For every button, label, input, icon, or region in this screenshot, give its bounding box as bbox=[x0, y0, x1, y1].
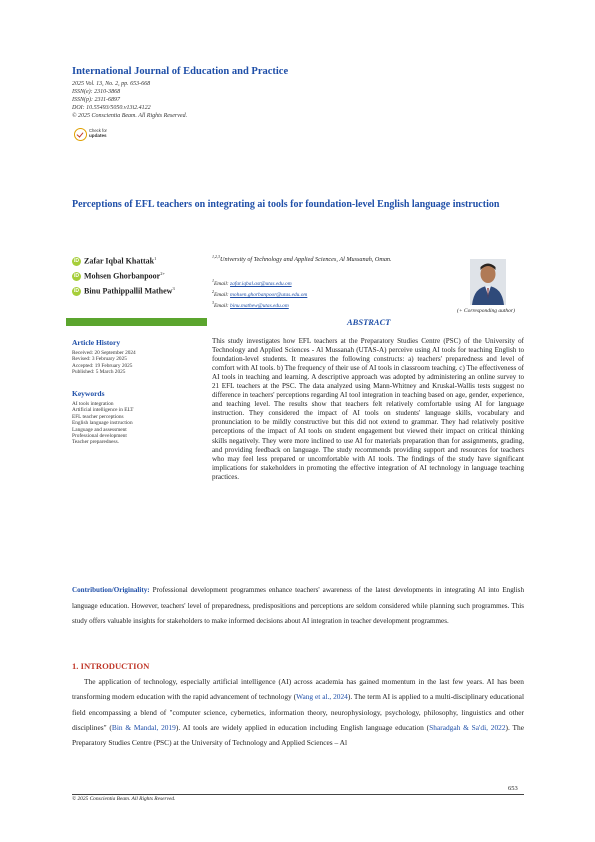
history-revised: Revised: 3 February 2025 bbox=[72, 356, 127, 363]
author-2: iD Mohsen Ghorbanpoor$^{2+}$ bbox=[74, 271, 166, 281]
email-link[interactable]: binu.mathew@utas.edu.om bbox=[230, 302, 289, 309]
history-received: Received: 20 September 2024 bbox=[72, 350, 136, 356]
contribution-paragraph bbox=[72, 583, 524, 630]
badge-line2: updates bbox=[89, 133, 107, 138]
contribution-label: Contribution/Originality: bbox=[72, 586, 150, 594]
journal-copyright: © 2025 Conscientia Beam. All Rights Reserved. bbox=[72, 113, 188, 119]
journal-title: International Journal of Education and Practice bbox=[72, 66, 289, 77]
keyword-item: EFL teacher perceptions bbox=[72, 413, 124, 420]
keywords-heading: Keywords bbox=[72, 389, 105, 398]
abstract-body: This study investigates how EFL teachers at the Preparatory Studies Centre (PSC) of the University of Technology and Applied Sciences - Al Mussanah (UTAS-A) perceive using AI tools for teaching English to foundation-level students. It measures the following constructs: a) teachers' preparedness and level of comfort with AI tools. b) The frequency of their use of AI tools in classroom teaching. c) The effectiveness of AI tools in teaching and learning. A descriptive approach was adopted by administering an online survey to 21 EFL teachers at the PSC. The data analyzed using Mann-Whitney and Kruskal-Wallis tests suggest no difference in teachers' perceptions regarding AI tool integration in teaching based on age, gender, experience, and teaching level. The results show that teachers felt relatively comfortable using AI for language instruction. They considered the impact of AI tools on students' language skills, vocabulary and pronunciation to be mildly constructive but this did not extend to grammar. They had relatively positive perceptions of the impact of AI tools on student engagement but viewed their impact on critical thinking skills negatively. They were more inclined to use AI for materials preparation than for assignments, grading, and providing feedback on language. The study recommends providing support and resources for teachers who may feel less prepared or uncomfortable with AI tools. The findings of the study have significant implications for stakeholders in promoting the effective integration of AI technology in language teaching practices. bbox=[212, 337, 524, 481]
affiliation: $^{1,2,3}$University of Technology and Applied Sciences, Al Mussanah, Oman. bbox=[212, 254, 392, 264]
introduction-heading: 1. INTRODUCTION bbox=[72, 661, 150, 671]
email-link[interactable]: mohsen.ghorbanpoor@utas.edu.om bbox=[230, 291, 308, 298]
citation-link[interactable]: Sharadgah & Sa'di, 2022 bbox=[429, 722, 506, 732]
keyword-item: English language instruction bbox=[72, 420, 133, 427]
check-for-updates-badge[interactable] bbox=[74, 128, 114, 144]
check-for-updates-icon bbox=[74, 128, 87, 141]
paper-title: Perceptions of EFL teachers on integrating ai tools for foundation-level English language instruction bbox=[72, 199, 500, 210]
author-3: iD Binu Pathippallil Mathew$^3$ bbox=[74, 286, 175, 296]
journal-issn-p: ISSN(p): 2311-6897 bbox=[72, 97, 121, 103]
article-history-heading: Article History bbox=[72, 338, 121, 347]
keyword-item: Language and assessment bbox=[72, 426, 127, 433]
journal-issn-e: ISSN(e): 2310-3868 bbox=[72, 89, 121, 95]
email-3: $^3$Email: binu.mathew@utas.edu.om bbox=[212, 300, 289, 309]
badge-line1: Check for bbox=[89, 128, 107, 133]
author-photo bbox=[470, 259, 506, 305]
abstract-heading: ABSTRACT bbox=[347, 317, 391, 327]
author-1: iD Zafar Iqbal Khattak$^1$ bbox=[74, 256, 157, 266]
introduction-paragraph: The application of technology, especially artificial intelligence (AI) across academia has gained momentum in the last few years. AI has been transforming modern education with the rapid advancement of technology (Wang et al., 2024). The term AI is applied to a multi-disciplinary educational field encompassing a blend of "computer science, cybernetics, information theory, neurophysiology, psychology, philosophy, linguistics and other disciplines" (Bin & Mandal, 2019). AI tools are widely applied in education including English language education (Sharadgah & Sa'di, 2022). The Preparatory Studies Centre (PSC) at the University of Technology and Applied Sciences – Al bbox=[72, 677, 524, 748]
email-1: $^1$Email: zafar.iqbal.ast@utas.edu.om bbox=[212, 278, 292, 287]
history-published: Published: 5 March 2025 bbox=[72, 369, 126, 376]
contribution-text: Professional development programmes enhance teachers' awareness of the latest developments in integrating AI into English language education. However, teachers' level of preparedness, predispositions and perceptions are seldom considered while planning such programmes. This study offers valuable insights for stakeholders to make informed decisions about AI integration in teacher development programmes. bbox=[72, 586, 524, 625]
history-accepted: Accepted: 19 February 2025 bbox=[72, 362, 133, 369]
citation-link[interactable]: Bin & Mandal, 2019 bbox=[111, 722, 176, 732]
article-history-list bbox=[72, 350, 136, 376]
footer-divider bbox=[72, 794, 524, 795]
sidebar-accent-bar bbox=[66, 318, 207, 326]
keywords-list bbox=[72, 401, 133, 446]
email-link[interactable]: zafar.iqbal.ast@utas.edu.om bbox=[230, 280, 292, 287]
orcid-icon[interactable]: iD bbox=[74, 273, 79, 280]
citation-link[interactable]: Wang et al., 2024 bbox=[296, 692, 348, 702]
keyword-item: Teacher preparedness. bbox=[72, 439, 119, 446]
email-2: $^2$Email: mohsen.ghorbanpoor@utas.edu.om bbox=[212, 289, 308, 298]
corresponding-author-note: (+ Corresponding author) bbox=[457, 308, 515, 314]
page-number: 653 bbox=[508, 785, 518, 792]
journal-doi[interactable]: DOI: 10.55493/5050.v13i2.4122 bbox=[72, 105, 151, 111]
keyword-item: Professional development bbox=[72, 433, 127, 440]
journal-volume: 2025 Vol. 13, No. 2, pp. 653-668 bbox=[72, 81, 151, 87]
keyword-item: AI tools integration bbox=[72, 401, 114, 407]
keyword-item: Artificial intelligence in ELT bbox=[72, 407, 134, 414]
orcid-icon[interactable]: iD bbox=[74, 288, 79, 295]
orcid-icon[interactable]: iD bbox=[74, 258, 79, 265]
email-list bbox=[212, 277, 307, 310]
footer-copyright: © 2025 Conscientia Beam. All Rights Reserved. bbox=[72, 796, 176, 802]
